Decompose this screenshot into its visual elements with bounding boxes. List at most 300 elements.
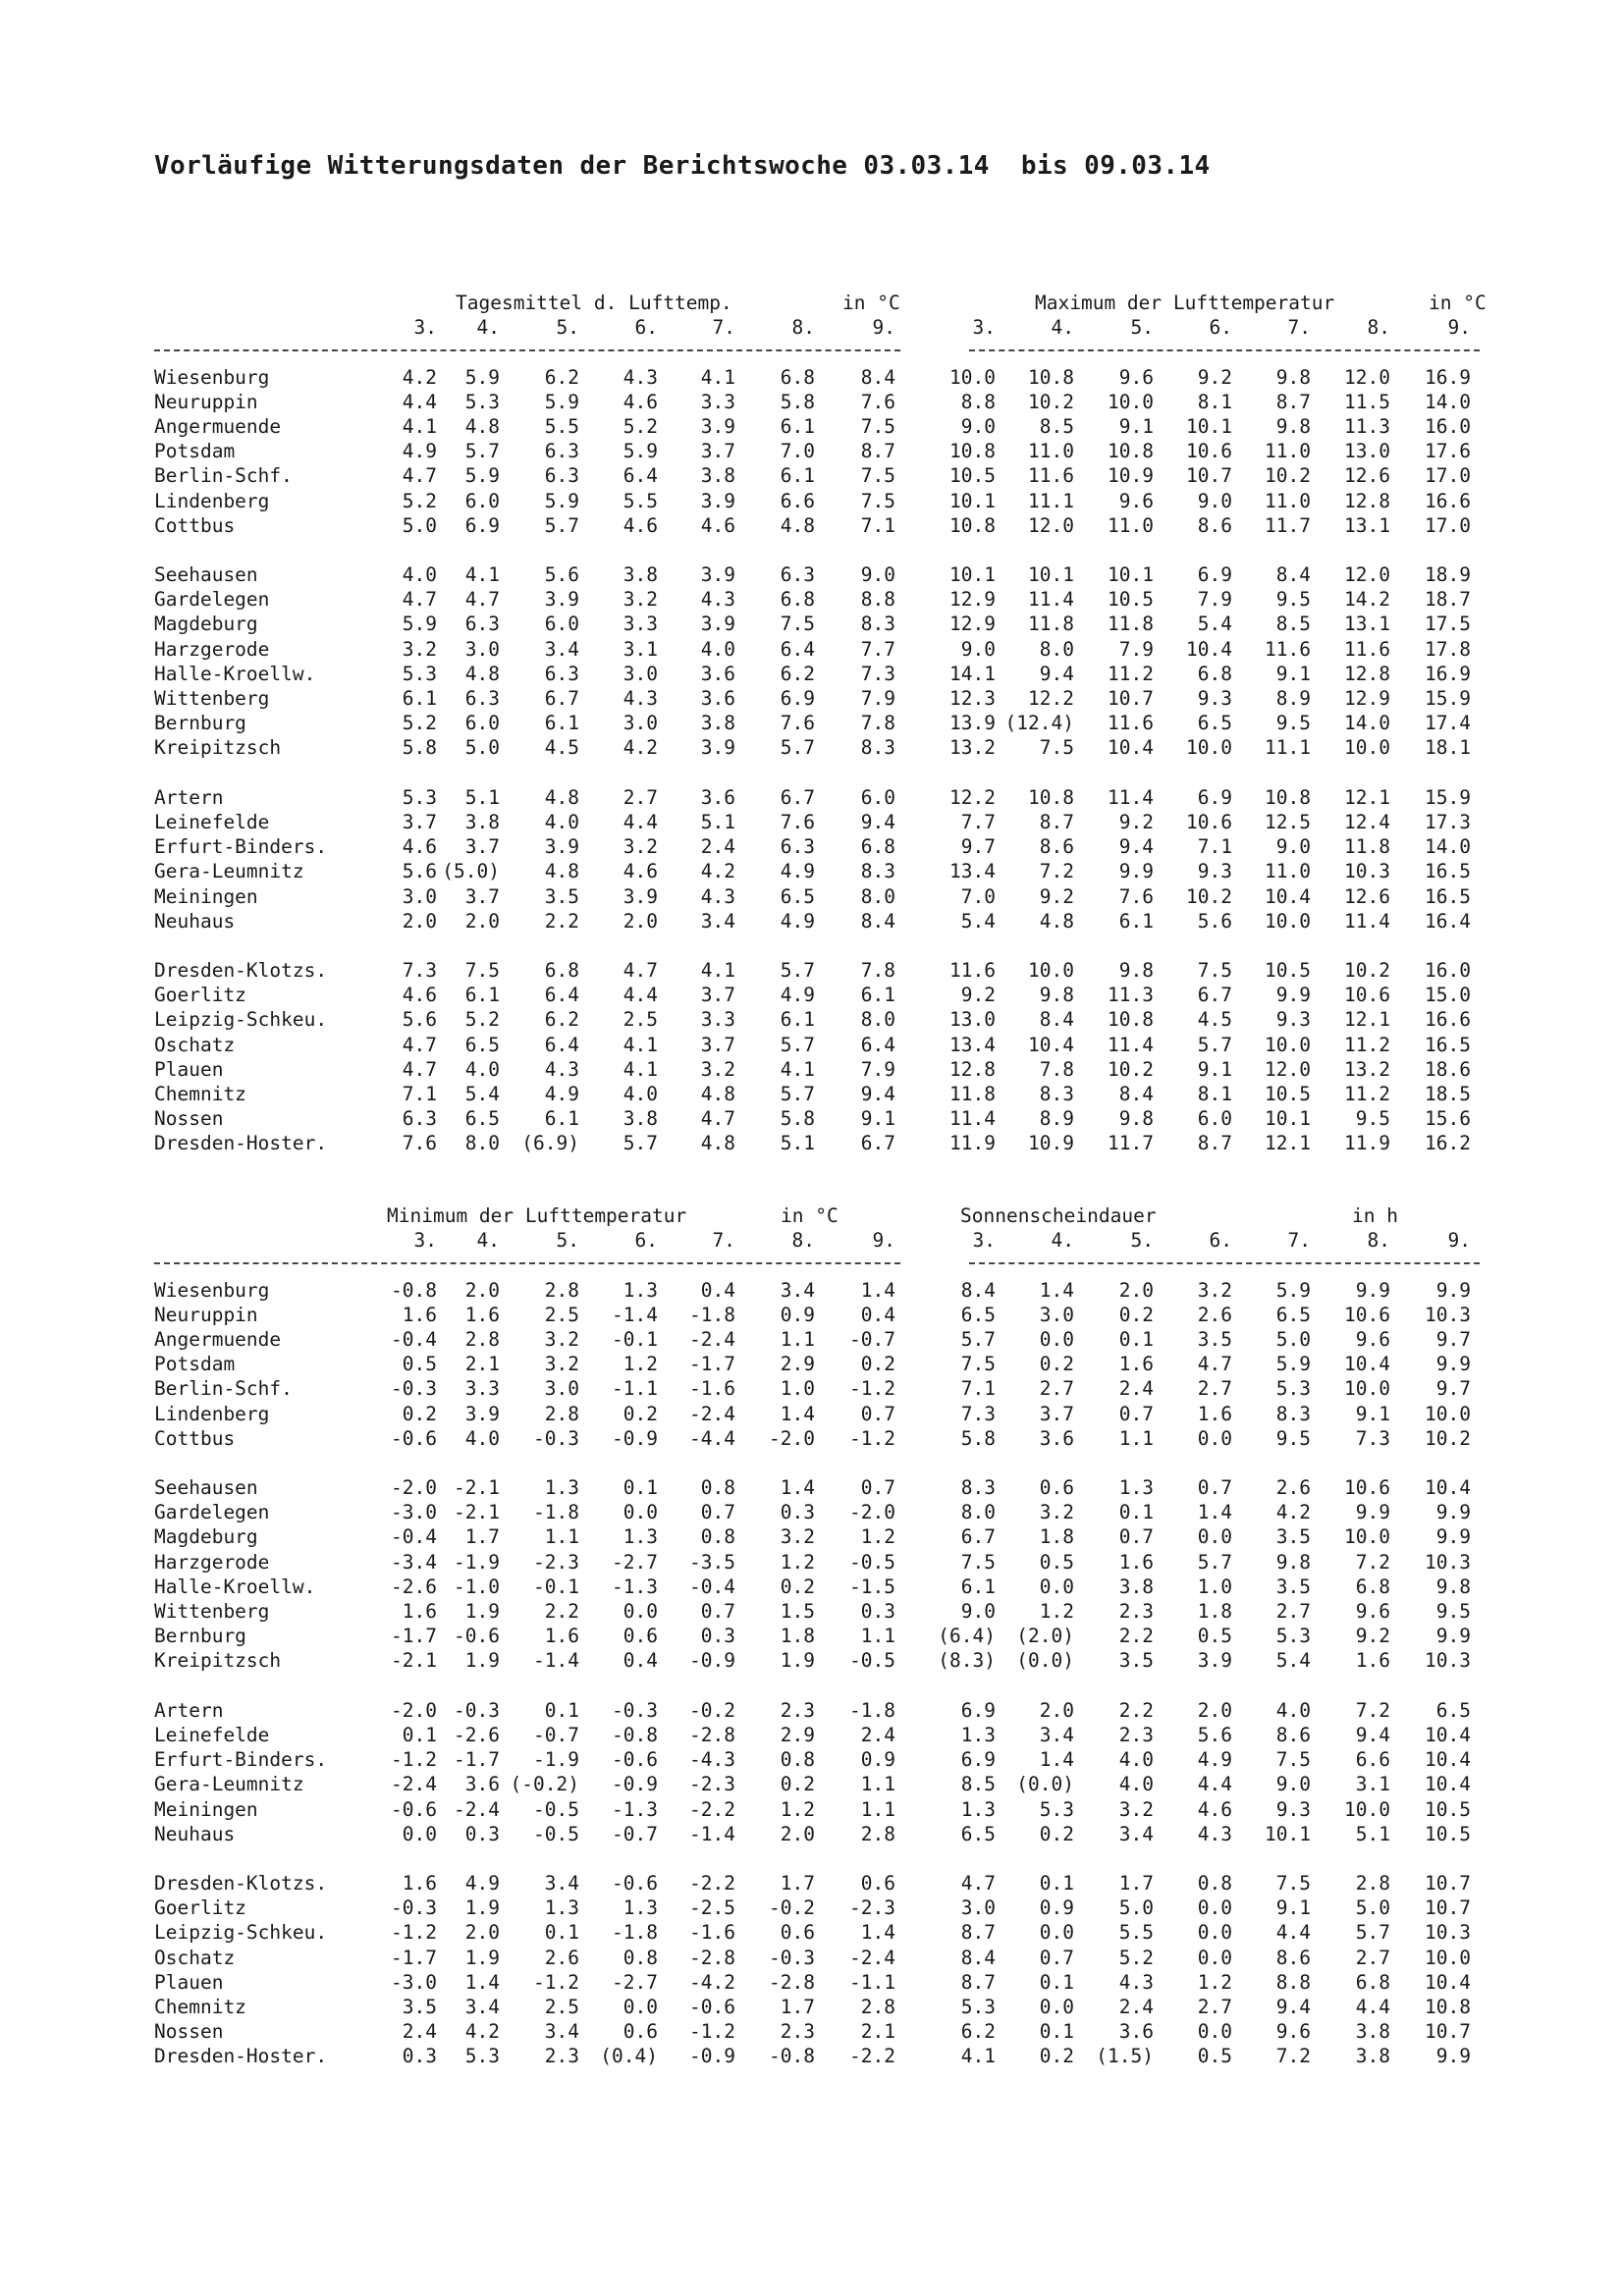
left-value: 6.4 <box>544 984 579 1007</box>
right-value: 10.5 <box>1108 588 1154 612</box>
left-value: 5.5 <box>622 489 658 512</box>
right-value: 9.9 <box>1435 1625 1471 1648</box>
left-value: -1.6 <box>689 1377 735 1401</box>
right-value: 8.3 <box>1039 1083 1074 1105</box>
station-row <box>154 1303 1480 1327</box>
right-value: 9.2 <box>1039 884 1074 908</box>
right-value: 9.4 <box>1039 662 1074 685</box>
left-value: 2.4 <box>700 835 735 859</box>
right-value: 9.6 <box>1118 489 1154 512</box>
left-value: -1.3 <box>612 1797 658 1821</box>
station-name: Artern <box>154 1698 224 1722</box>
right-value: 7.7 <box>960 810 996 833</box>
right-value: 12.6 <box>1344 884 1390 908</box>
right-value: 0.0 <box>1039 1327 1074 1351</box>
left-value: 8.7 <box>860 440 895 463</box>
right-value: (8.3) <box>938 1649 996 1673</box>
right-value: 3.1 <box>1355 1773 1390 1796</box>
right-value: 9.9 <box>1275 984 1311 1007</box>
left-value: 4.1 <box>780 1057 815 1081</box>
right-value: 11.7 <box>1108 1132 1154 1155</box>
left-value: 4.1 <box>700 959 735 983</box>
left-value: 4.0 <box>700 637 735 661</box>
right-day-header: 9. <box>1447 1229 1471 1253</box>
left-value: 4.6 <box>622 390 658 413</box>
right-value: 11.4 <box>1344 909 1390 933</box>
right-value: 8.8 <box>1275 1970 1311 1994</box>
left-value: 3.9 <box>700 414 735 438</box>
left-value: 6.3 <box>780 835 815 859</box>
right-value: 11.0 <box>1108 513 1154 537</box>
right-value: 17.3 <box>1425 810 1471 833</box>
right-value: 11.3 <box>1108 984 1154 1007</box>
station-name: Halle-Kroellw. <box>154 1575 316 1598</box>
right-value: 9.3 <box>1275 1008 1311 1032</box>
left-value: (6.9) <box>521 1132 579 1155</box>
station-name: Potsdam <box>154 1353 236 1376</box>
left-value: 3.3 <box>700 1008 735 1032</box>
left-value: 4.3 <box>544 1057 579 1081</box>
left-value: 5.0 <box>402 513 437 537</box>
left-value: -1.2 <box>533 1970 579 1994</box>
left-value: -1.1 <box>612 1377 658 1401</box>
left-value: 0.4 <box>622 1649 658 1673</box>
right-value: 10.8 <box>1425 1996 1471 2018</box>
station-name: Chemnitz <box>154 1083 246 1105</box>
right-value: 10.4 <box>1186 637 1232 661</box>
right-value: 9.9 <box>1118 860 1154 883</box>
left-day-header: 7. <box>712 316 735 340</box>
right-value: 9.6 <box>1355 1327 1390 1351</box>
table-temperature-mean-max <box>154 291 1487 1156</box>
left-value: 5.2 <box>402 712 437 735</box>
left-value: (0.4) <box>600 2045 658 2068</box>
section-header-row <box>154 1203 1480 1228</box>
right-value: 10.6 <box>1344 1476 1390 1500</box>
right-value: 15.6 <box>1425 1107 1471 1131</box>
left-value: 6.5 <box>464 1107 500 1131</box>
left-value: 5.9 <box>464 464 500 488</box>
left-value: 5.7 <box>780 1083 815 1105</box>
left-value: 6.1 <box>402 687 437 710</box>
station-name: Neuhaus <box>154 1822 236 1845</box>
right-value: 0.1 <box>1039 2020 1074 2044</box>
right-value: 0.7 <box>1118 1402 1154 1425</box>
right-value: 17.5 <box>1425 613 1471 636</box>
left-value: 3.0 <box>622 712 658 735</box>
station-row <box>154 1995 1480 2019</box>
left-value: 3.9 <box>700 563 735 587</box>
right-value: 13.2 <box>1344 1057 1390 1081</box>
right-value: 8.4 <box>1118 1083 1154 1105</box>
left-value: 6.8 <box>780 588 815 612</box>
left-value: 4.6 <box>402 835 437 859</box>
right-value: 10.8 <box>949 513 996 537</box>
left-value: 9.4 <box>860 1083 895 1105</box>
left-value: 1.6 <box>402 1303 437 1326</box>
left-value: -4.2 <box>689 1970 735 1994</box>
right-value: 9.3 <box>1197 687 1232 710</box>
right-value: 7.6 <box>1118 884 1154 908</box>
left-value: 1.9 <box>464 1896 500 1920</box>
left-value: 4.3 <box>700 884 735 908</box>
right-value: 3.6 <box>1039 1426 1074 1450</box>
left-value: 4.7 <box>402 1057 437 1081</box>
station-name: Dresden-Hoster. <box>154 2045 328 2068</box>
left-value: 6.4 <box>860 1033 895 1056</box>
station-row <box>154 1648 1480 1673</box>
left-value: 5.1 <box>780 1132 815 1155</box>
left-value: 3.2 <box>544 1327 579 1351</box>
station-name: Dresden-Klotzs. <box>154 959 328 983</box>
left-value: 3.4 <box>544 1872 579 1896</box>
right-value: 12.0 <box>1344 365 1390 389</box>
right-value: 0.0 <box>1039 1996 1074 2018</box>
right-day-header: 8. <box>1367 1229 1390 1253</box>
left-value: 4.9 <box>780 909 815 933</box>
right-value: 10.8 <box>1028 785 1074 809</box>
left-value: 1.6 <box>402 1600 437 1623</box>
left-value: 4.8 <box>700 1083 735 1105</box>
left-value: 0.7 <box>700 1501 735 1524</box>
right-value: 9.4 <box>1118 835 1154 859</box>
right-value: 12.1 <box>1344 1008 1390 1032</box>
right-value: 9.6 <box>1275 2020 1311 2044</box>
right-value: 17.8 <box>1425 637 1471 661</box>
left-value: -0.6 <box>391 1797 437 1821</box>
station-row <box>154 1082 1480 1106</box>
left-value: 1.2 <box>622 1353 658 1376</box>
left-value: 4.0 <box>402 563 437 587</box>
right-value: 10.1 <box>949 489 996 512</box>
left-value: 0.7 <box>860 1402 895 1425</box>
right-value: 10.8 <box>1108 1008 1154 1032</box>
station-row <box>154 390 1480 414</box>
right-value: 6.2 <box>960 2020 996 2044</box>
station-name: Gera-Leumnitz <box>154 860 304 883</box>
right-value: 4.0 <box>1118 1748 1154 1772</box>
left-value: 2.0 <box>780 1822 815 1845</box>
left-value: 2.8 <box>544 1402 579 1425</box>
left-value: 4.1 <box>402 414 437 438</box>
right-value: 9.2 <box>1118 810 1154 833</box>
left-value: 6.3 <box>402 1107 437 1131</box>
station-row <box>154 1822 1480 1846</box>
left-value: -4.4 <box>689 1426 735 1450</box>
left-value: 4.6 <box>402 984 437 1007</box>
left-value: 4.0 <box>464 1057 500 1081</box>
right-value: 9.9 <box>1435 1525 1471 1549</box>
left-value: 3.4 <box>464 1996 500 2018</box>
station-name: Gera-Leumnitz <box>154 1773 304 1796</box>
right-value: 11.9 <box>1344 1132 1390 1155</box>
left-section-unit: in °C <box>781 1204 839 1227</box>
right-section-unit: in °C <box>1429 292 1487 314</box>
station-row <box>154 1376 1480 1401</box>
left-value: 4.1 <box>464 563 500 587</box>
right-value: 1.4 <box>1039 1748 1074 1772</box>
left-value: -2.3 <box>533 1550 579 1574</box>
left-section-title: Minimum der Lufttemperatur <box>387 1204 687 1227</box>
left-value: 6.3 <box>464 687 500 710</box>
left-value: -0.4 <box>689 1575 735 1598</box>
left-day-header: 8. <box>791 1229 815 1253</box>
left-value: 3.7 <box>700 1033 735 1056</box>
right-value: 10.7 <box>1108 687 1154 710</box>
left-value: -1.7 <box>689 1353 735 1376</box>
right-value: 6.5 <box>1197 712 1232 735</box>
right-value: 6.9 <box>960 1748 996 1772</box>
right-value: 1.4 <box>1039 1278 1074 1302</box>
left-value: -0.6 <box>391 1426 437 1450</box>
right-value: 2.0 <box>1197 1698 1232 1722</box>
left-value: 6.8 <box>544 959 579 983</box>
right-value: 1.2 <box>1039 1600 1074 1623</box>
left-value: 5.7 <box>544 513 579 537</box>
right-day-header: 3. <box>972 316 996 340</box>
left-value: 4.4 <box>622 810 658 833</box>
right-value: 6.5 <box>1275 1303 1311 1326</box>
right-value: 6.1 <box>1118 909 1154 933</box>
left-value: -2.1 <box>454 1501 500 1524</box>
left-value: 2.5 <box>544 1996 579 2018</box>
right-day-header: 4. <box>1051 1229 1074 1253</box>
station-name: Erfurt-Binders. <box>154 1748 328 1772</box>
right-value: 12.4 <box>1344 810 1390 833</box>
right-value: 3.5 <box>1197 1327 1232 1351</box>
right-value: 10.7 <box>1425 2020 1471 2044</box>
left-value: 6.3 <box>544 440 579 463</box>
station-row <box>154 662 1480 686</box>
right-value: 9.9 <box>1435 1501 1471 1524</box>
left-value: 3.2 <box>622 588 658 612</box>
station-row <box>154 2019 1480 2044</box>
right-value: 16.4 <box>1425 909 1471 933</box>
right-value: 2.7 <box>1275 1600 1311 1623</box>
right-value: 6.8 <box>1197 662 1232 685</box>
station-row <box>154 711 1480 735</box>
left-value: 5.9 <box>402 613 437 636</box>
right-value: 1.0 <box>1197 1575 1232 1598</box>
left-value: 1.7 <box>780 1996 815 2018</box>
right-value: 0.7 <box>1118 1525 1154 1549</box>
left-value: 1.4 <box>464 1970 500 1994</box>
station-name: Nossen <box>154 1107 224 1131</box>
left-value: 3.5 <box>544 884 579 908</box>
group-spacer <box>154 1451 1480 1475</box>
right-value: 4.1 <box>960 2045 996 2068</box>
left-value: -2.1 <box>454 1476 500 1500</box>
right-value: 4.6 <box>1197 1797 1232 1821</box>
right-value: 9.7 <box>960 835 996 859</box>
right-value: 18.7 <box>1425 588 1471 612</box>
right-value: 9.0 <box>960 414 996 438</box>
right-value: 0.0 <box>1197 1896 1232 1920</box>
right-value: 1.6 <box>1118 1550 1154 1574</box>
right-value: 10.0 <box>1344 1377 1390 1401</box>
right-value: 3.7 <box>1039 1402 1074 1425</box>
station-name: Angermuende <box>154 1327 282 1351</box>
right-value: 9.8 <box>1275 414 1311 438</box>
station-row <box>154 785 1480 810</box>
right-value: 1.6 <box>1118 1353 1154 1376</box>
right-value: 11.2 <box>1108 662 1154 685</box>
left-value: -1.4 <box>612 1303 658 1326</box>
left-day-header: 4. <box>476 316 500 340</box>
right-value: 5.9 <box>1275 1278 1311 1302</box>
right-value: 12.8 <box>949 1057 996 1081</box>
left-value: 5.6 <box>402 1008 437 1032</box>
left-value: 0.8 <box>700 1476 735 1500</box>
right-value: 9.8 <box>1039 984 1074 1007</box>
left-value: 7.0 <box>780 440 815 463</box>
left-value: 1.8 <box>780 1625 815 1648</box>
left-value: -1.4 <box>533 1649 579 1673</box>
station-name: Berlin-Schf. <box>154 1377 293 1401</box>
right-value: 12.6 <box>1344 464 1390 488</box>
left-day-header: 4. <box>476 1229 500 1253</box>
right-value: 11.8 <box>949 1083 996 1105</box>
left-value: 2.2 <box>544 909 579 933</box>
left-value: 0.4 <box>860 1303 895 1326</box>
left-value: -2.2 <box>689 1797 735 1821</box>
right-value: 10.8 <box>1265 785 1311 809</box>
left-value: 6.1 <box>544 1107 579 1131</box>
right-value: 4.5 <box>1197 1008 1232 1032</box>
left-value: 7.6 <box>860 390 895 413</box>
station-name: Magdeburg <box>154 1525 258 1549</box>
right-value: 10.1 <box>1265 1822 1311 1845</box>
right-value: 10.0 <box>1265 909 1311 933</box>
left-day-header: 6. <box>634 316 658 340</box>
left-value: 3.9 <box>700 613 735 636</box>
right-value: 10.9 <box>1028 1132 1074 1155</box>
left-value: -1.8 <box>612 1921 658 1945</box>
right-day-header: 7. <box>1287 316 1311 340</box>
right-value: 10.0 <box>1265 1033 1311 1056</box>
right-value: 5.0 <box>1118 1896 1154 1920</box>
left-value: 2.5 <box>544 1303 579 1326</box>
left-value: 3.2 <box>700 1057 735 1081</box>
station-name: Plauen <box>154 1970 224 1994</box>
left-divider <box>154 349 900 351</box>
left-value: 7.5 <box>860 489 895 512</box>
left-value: 6.5 <box>464 1033 500 1056</box>
left-value: 3.1 <box>622 637 658 661</box>
right-value: 2.2 <box>1118 1698 1154 1722</box>
left-value: 5.4 <box>464 1083 500 1105</box>
right-value: 0.6 <box>1039 1476 1074 1500</box>
station-row <box>154 1797 1480 1822</box>
left-value: 5.6 <box>402 860 437 883</box>
right-value: 11.1 <box>1265 736 1311 760</box>
right-value: 5.7 <box>1197 1033 1232 1056</box>
left-value: -0.2 <box>769 1896 815 1920</box>
right-value: 6.7 <box>1197 984 1232 1007</box>
left-value: 2.9 <box>780 1723 815 1746</box>
left-value: 7.6 <box>780 712 815 735</box>
right-value: 8.0 <box>1039 637 1074 661</box>
right-value: (12.4) <box>1004 712 1074 735</box>
left-value: -2.5 <box>689 1896 735 1920</box>
right-value: 6.9 <box>960 1698 996 1722</box>
left-value: 3.9 <box>544 835 579 859</box>
left-value: 0.3 <box>402 2045 437 2068</box>
right-value: 9.5 <box>1275 1426 1311 1450</box>
left-value: 0.2 <box>780 1773 815 1796</box>
right-value: 8.3 <box>960 1476 996 1500</box>
right-value: 13.4 <box>949 860 996 883</box>
left-value: 2.8 <box>860 1996 895 2018</box>
left-value: 1.1 <box>860 1773 895 1796</box>
left-value: -0.9 <box>612 1773 658 1796</box>
left-value: 5.9 <box>544 489 579 512</box>
right-value: 7.5 <box>1275 1872 1311 1896</box>
right-value: 11.6 <box>1108 712 1154 735</box>
right-value: 7.5 <box>1275 1748 1311 1772</box>
station-name: Dresden-Hoster. <box>154 1132 328 1155</box>
left-value: -1.6 <box>689 1921 735 1945</box>
left-value: 4.6 <box>700 513 735 537</box>
right-value: 10.0 <box>1028 959 1074 983</box>
right-value: 0.1 <box>1118 1501 1154 1524</box>
right-value: (0.0) <box>1016 1649 1074 1673</box>
left-value: 7.9 <box>860 1057 895 1081</box>
right-value: 9.8 <box>1275 1550 1311 1574</box>
left-value: 4.1 <box>700 365 735 389</box>
right-value: 9.0 <box>960 637 996 661</box>
right-value: 7.1 <box>1197 835 1232 859</box>
left-value: 5.3 <box>402 662 437 685</box>
left-value: 0.0 <box>622 1600 658 1623</box>
right-value: 8.6 <box>1275 1946 1311 1969</box>
left-value: -1.2 <box>689 2020 735 2044</box>
right-value: 10.0 <box>1344 736 1390 760</box>
left-value: -1.2 <box>849 1426 895 1450</box>
left-value: 0.2 <box>402 1402 437 1425</box>
left-value: -0.5 <box>849 1550 895 1574</box>
separator-row <box>154 1253 1480 1277</box>
section-header-row <box>154 291 1487 315</box>
left-value: 0.2 <box>860 1353 895 1376</box>
left-value: -2.0 <box>849 1501 895 1524</box>
right-value: 4.7 <box>960 1872 996 1896</box>
right-value: 11.0 <box>1265 489 1311 512</box>
left-value: 8.3 <box>860 736 895 760</box>
right-value: 3.5 <box>1275 1575 1311 1598</box>
left-value: 6.1 <box>464 984 500 1007</box>
right-value: 18.6 <box>1425 1057 1471 1081</box>
right-value: 14.0 <box>1425 835 1471 859</box>
station-name: Cottbus <box>154 1426 236 1450</box>
left-value: 0.6 <box>622 1625 658 1648</box>
right-value: 3.4 <box>1118 1822 1154 1845</box>
station-row <box>154 587 1480 612</box>
left-value: 2.0 <box>464 1278 500 1302</box>
right-value: 10.3 <box>1425 1550 1471 1574</box>
left-value: 3.0 <box>464 637 500 661</box>
left-value: 3.8 <box>622 563 658 587</box>
left-value: 5.8 <box>402 736 437 760</box>
right-value: 6.1 <box>960 1575 996 1598</box>
right-value: 9.2 <box>1355 1625 1390 1648</box>
right-value: 6.5 <box>960 1822 996 1845</box>
left-value: 4.8 <box>464 662 500 685</box>
right-value: 9.1 <box>1275 1896 1311 1920</box>
left-value: 6.9 <box>780 687 815 710</box>
left-value: 7.5 <box>780 613 815 636</box>
left-value: -0.5 <box>533 1822 579 1845</box>
